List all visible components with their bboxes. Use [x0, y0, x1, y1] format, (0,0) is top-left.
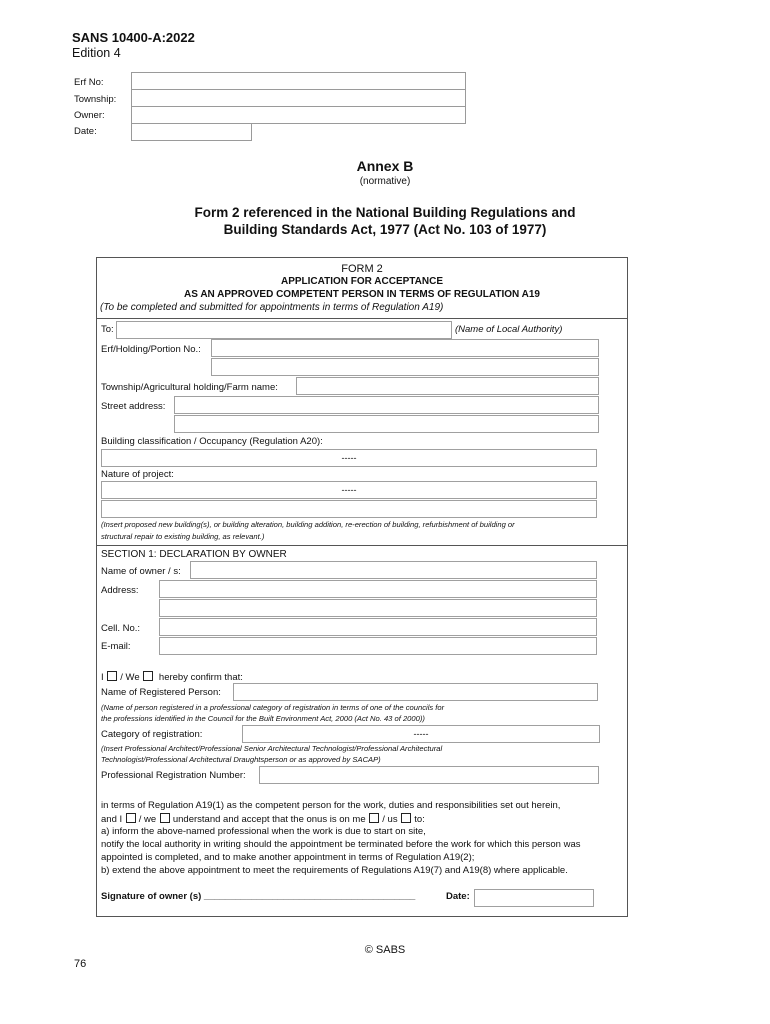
form-header-divider [97, 318, 627, 319]
category-note-line1: (Insert Professional Architect/Professional Senior Architectural Technologist/Professional Architectural [101, 744, 443, 753]
form-subtitle1: APPLICATION FOR ACCEPTANCE [280, 276, 444, 287]
form-instruction: (To be completed and submitted for appointments in terms of Regulation A19) [100, 302, 444, 313]
section1-divider [97, 545, 627, 546]
page-number: 76 [74, 958, 87, 970]
signature-date-field[interactable] [474, 889, 594, 907]
category-field[interactable]: ----- [242, 725, 600, 743]
address-field-1[interactable] [159, 580, 597, 598]
township-farm-label: Township/Agricultural holding/Farm name: [101, 382, 278, 393]
street-address-field-2[interactable] [174, 415, 599, 433]
owner-field[interactable] [131, 106, 466, 124]
us-checkbox[interactable] [401, 813, 411, 823]
reg-number-field[interactable] [259, 766, 599, 784]
nature-of-project-label: Nature of project: [101, 469, 174, 480]
para4: notify the local authority in writing should the appointment be terminated before the work for which this person was [101, 839, 581, 850]
nature-of-project-field-2[interactable] [101, 500, 597, 518]
to-label: To: [101, 324, 114, 335]
confirm-line [101, 671, 243, 683]
nature-of-project-field-1[interactable]: ----- [101, 481, 597, 499]
category-note-line2: Technologist/Professional Architectural Draughtsperson or as approved by SACAP) [101, 755, 381, 764]
signature-label: Signature of owner (s) ________________________________________ [101, 891, 416, 902]
me-checkbox[interactable] [369, 813, 379, 823]
para2-to-text: to: [414, 814, 425, 825]
and-i-checkbox[interactable] [126, 813, 136, 823]
we-checkbox[interactable] [143, 671, 153, 681]
street-address-field-1[interactable] [174, 396, 599, 414]
date-label: Date: [74, 126, 97, 137]
local-authority-field[interactable] [116, 321, 452, 339]
erf-no-label: Erf No: [74, 77, 104, 88]
para2-and-i-text: and I [101, 814, 123, 825]
annex-subtitle: (normative) [359, 176, 411, 187]
address-field-2[interactable] [159, 599, 597, 617]
erf-holding-field-2[interactable] [211, 358, 599, 376]
owner-label: Owner: [74, 110, 105, 121]
para1: in terms of Regulation A19(1) as the competent person for the work, duties and responsibilities set out herein, [101, 800, 561, 811]
i-checkbox[interactable] [107, 671, 117, 681]
para2-us-text: / us [382, 814, 398, 825]
we-understand-checkbox[interactable] [160, 813, 170, 823]
township-label: Township: [74, 94, 117, 105]
erf-no-field[interactable] [131, 72, 466, 90]
copyright: © SABS [364, 944, 406, 956]
confirm-we-text: / We [120, 672, 140, 683]
erf-holding-field-1[interactable] [211, 339, 599, 357]
form-subtitle2: AS AN APPROVED COMPETENT PERSON IN TERMS OF REGULATION A19 [184, 289, 540, 300]
township-farm-field[interactable] [296, 377, 599, 395]
email-label: E-mail: [101, 641, 131, 652]
category-label: Category of registration: [101, 729, 203, 740]
para2-mid-text: understand and accept that the onus is on me [172, 814, 366, 825]
confirm-i-text: I [101, 672, 104, 683]
nature-note-line1: (Insert proposed new building(s), or building alteration, building addition, re-erection of building, refurbishment of building or [101, 520, 515, 529]
owner-name-field[interactable] [190, 561, 597, 579]
form-heading-line1: Form 2 referenced in the National Building Regulations and [194, 205, 576, 220]
street-address-label: Street address: [101, 401, 166, 412]
township-field[interactable] [131, 89, 466, 107]
building-classification-field[interactable]: ----- [101, 449, 597, 467]
registered-note-line2: the professions identified in the Council for the Built Environment Act, 2000 (Act No. 43 of 2000)) [101, 714, 425, 723]
email-field[interactable] [159, 637, 597, 655]
nature-note-line2: structural repair to existing building, as relevant.) [101, 532, 265, 541]
erf-holding-label: Erf/Holding/Portion No.: [101, 344, 201, 355]
para2-we-text: / we [138, 814, 157, 825]
cell-no-label: Cell. No.: [101, 623, 141, 634]
registered-note-line1: (Name of person registered in a professional category of registration in terms of one of the councils for [101, 703, 445, 712]
edition-label: Edition 4 [72, 46, 121, 60]
local-authority-hint: (Name of Local Authority) [455, 324, 563, 335]
registered-person-field[interactable] [233, 683, 598, 701]
standard-title: SANS 10400-A:2022 [72, 30, 195, 45]
section1-title: SECTION 1: DECLARATION BY OWNER [101, 549, 287, 560]
confirm-rest-text: hereby confirm that: [158, 672, 243, 683]
para5: appointed is completed, and to make another appointment in terms of Regulation A19(2); [101, 852, 475, 863]
date-field[interactable] [131, 123, 252, 141]
annex-title: Annex B [356, 158, 414, 174]
address-label: Address: [101, 585, 139, 596]
signature-date-label: Date: [446, 891, 470, 902]
reg-number-label: Professional Registration Number: [101, 770, 246, 781]
building-classification-label: Building classification / Occupancy (Regulation A20): [101, 436, 323, 447]
form-title: FORM 2 [341, 263, 383, 275]
para3: a) inform the above-named professional when the work is due to start on site, [101, 826, 426, 837]
registered-person-label: Name of Registered Person: [101, 687, 221, 698]
para6: b) extend the above appointment to meet the requirements of Regulations A19(7) and A19(8) where applicable. [101, 865, 568, 876]
cell-no-field[interactable] [159, 618, 597, 636]
form-heading-line2: Building Standards Act, 1977 (Act No. 103 of 1977) [223, 222, 547, 237]
para2 [101, 813, 425, 825]
owner-name-label: Name of owner / s: [101, 566, 181, 577]
